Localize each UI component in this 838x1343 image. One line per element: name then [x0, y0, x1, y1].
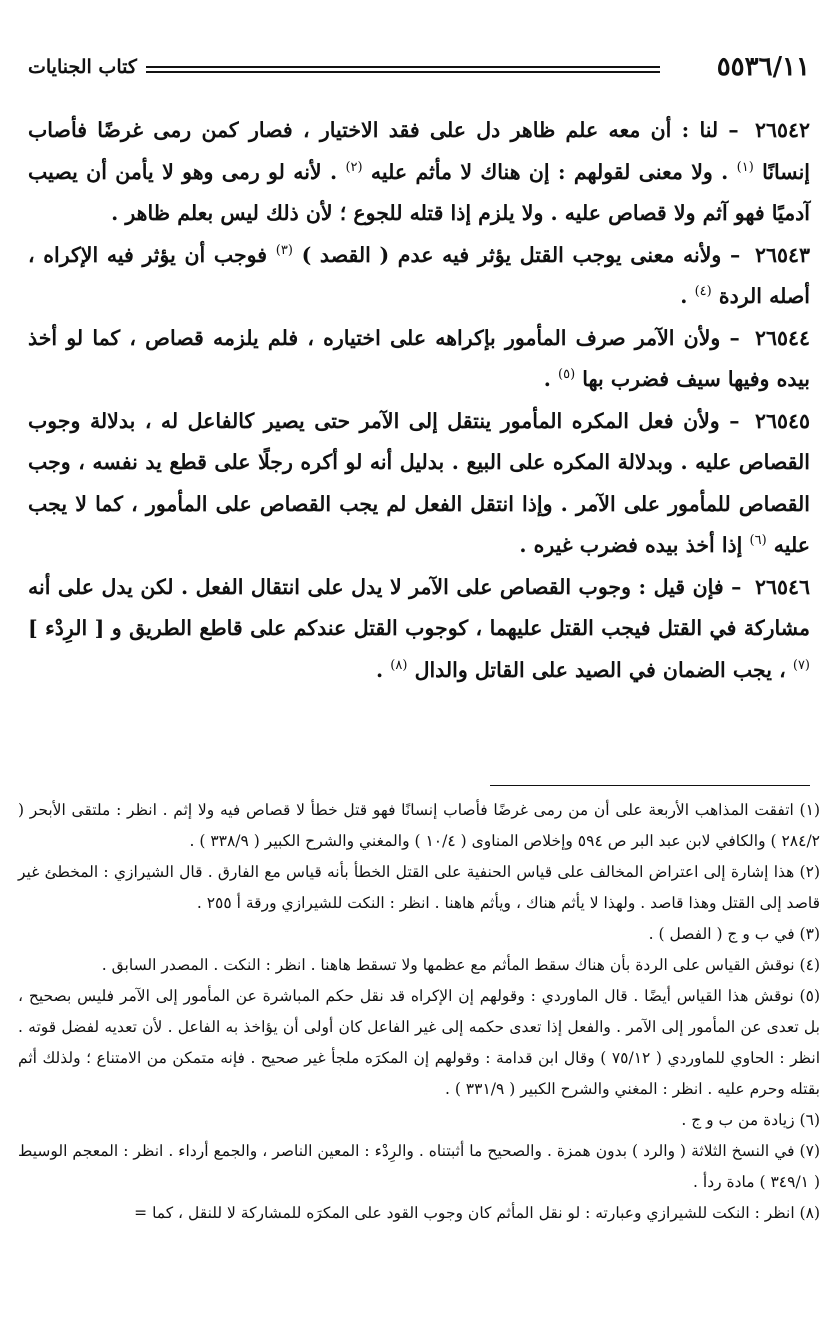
- main-text: [28, 110, 810, 691]
- paragraph-number: ٢٦٥٤٦: [754, 574, 810, 599]
- book-title: كتاب الجنايات: [28, 56, 137, 78]
- paragraph-text: – ولأن فعل المكره المأمور ينتقل إلى الآمر حتى يصير كالفاعل له ، بدلالة وجوب القصاص عليه . وبدلالة المكره على البيع . بدليل أنه لو أكره رجلًا على قطع يد نفسه ، وجب القصاص للمأمور على الآمر . وإذا انتقل الفعل لم يجب القصاص على المأمور ، كما لا يجب عليه: [28, 408, 810, 557]
- paragraph-number: ٢٦٥٤٣: [754, 242, 810, 267]
- footnote-6: (٦) زيادة من ب و ج .: [681, 1111, 820, 1129]
- page-number: ٥٥٣٦/١١: [716, 52, 810, 82]
- header-rule: [146, 66, 660, 73]
- paragraph-number: ٢٦٥٤٥: [754, 408, 810, 433]
- paragraph-text: – لنا : أن معه علم ظاهر دل على فقد الاختيار ، فصار كمن رمى غرضًا فأصاب إنسانًا: [28, 118, 810, 184]
- footnote-ref[interactable]: (٨): [390, 657, 408, 673]
- paragraph-26546: [28, 567, 810, 692]
- footnote-row: [18, 857, 820, 919]
- footnote-divider: [490, 785, 810, 786]
- paragraph-number: ٢٦٥٤٤: [754, 325, 810, 350]
- paragraph-26544: [28, 318, 810, 401]
- footnote-ref[interactable]: (٤): [694, 284, 712, 300]
- paragraph-text: ، يجب الضمان في الصيد على القاتل والدال: [414, 657, 786, 682]
- paragraph-text: فوجب أن يؤثر فيه الإكراه ، أصله الردة: [28, 242, 810, 308]
- footnote-ref[interactable]: (٣): [275, 242, 293, 258]
- paragraph-text: إذا أخذ بيده فضرب غيره .: [519, 533, 743, 557]
- footnote-3: (٣) في ب و ج ( الفصل ) .: [648, 925, 820, 943]
- paragraph-text: – ولأن الآمر صرف المأمور بإكراهه على اختياره ، فلم يلزمه قصاص ، كما لو أخذ بيده وفيها سيف فضرب بها: [28, 325, 810, 391]
- footnotes: [18, 795, 820, 1229]
- paragraph-text: . ولا معنى لقولهم : إن هناك لا مأثم عليه: [370, 159, 729, 184]
- footnote-1: (١) اتفقت المذاهب الأربعة على أن من رمى غرضًا فأصاب إنسانًا فهو قتل خطأ لا قصاص فيه ولا إثم . انظر : ملتقى الأبحر ( ٢٨٤/٢ ) والكافي لابن عبد البر ص ٥٩٤ وإخلاص المناوى ( ١٠/٤ ) والمغني والشرح الكبير ( ٣٣٨/٩ ) .: [18, 801, 820, 850]
- footnote-7: (٧) في النسخ الثلاثة ( والرد ) بدون همزة . والصحيح ما أثبتناه . والرِدْء : المعين الناصر ، والجمع أرداء . انظر : المعجم الوسيط ( ٣٤٩/١ ) مادة ردأ .: [18, 1142, 820, 1191]
- paragraph-text: .: [543, 367, 551, 391]
- paragraph-text: – فإن قيل : وجوب القصاص على الآمر لا يدل على انتقال الفعل . لكن يدل على أنه مشاركة في القتل فيجب القتل عليهما ، كوجوب القتل عندكم على قاطع الطريق و [ الرِدْء ]: [28, 574, 810, 640]
- paragraph-text: .: [680, 284, 688, 308]
- footnote-2: (٢) هذا إشارة إلى اعتراض المخالف على قياس الحنفية على القتل الخطأ بأنه قياس مع الفارق . قال الشيرازي : المخطئ غير قاصد إلى القتل وهذا قاصد . ولهذا لا يأثم هناك ، ويأثم هاهنا . انظر : النكت للشيرازي ورقة أ ٢٥٥ .: [18, 863, 820, 912]
- footnote-ref[interactable]: (٥): [558, 367, 576, 383]
- footnote-ref[interactable]: (١): [736, 159, 754, 175]
- footnote-ref[interactable]: (٧): [792, 657, 810, 673]
- footnote-ref[interactable]: (٢): [345, 159, 363, 175]
- paragraph-26542: [28, 110, 810, 235]
- page-header: [28, 50, 810, 90]
- footnote-4: (٤) نوقش القياس على الردة بأن هناك سقط المأثم مع عظمها ولا تسقط هاهنا . انظر : النكت . المصدر السابق .: [101, 956, 820, 974]
- paragraph-26545: [28, 401, 810, 567]
- paragraph-text: .: [376, 657, 384, 682]
- footnote-5: (٥) نوقش هذا القياس أيضًا . قال الماوردي : وقولهم إن الإكراه قد نقل حكم المباشرة عن المأمور إلى الآمر فليس بصحيح ، بل تعدى عن المأمور إلى الآمر . والفعل إذا تعدى حكمه إلى غير الفاعل كان أولى أن يؤاخذ به الفاعل . لأن تعديه لفضل قوته . انظر : الحاوي للماوردي ( ٧٥/١٢ ) وقال ابن قدامة : وقولهم إن المكرَه ملجأ غير صحيح . فإنه متمكن من الامتناع ؛ ولذلك أثم بقتله وحرم عليه . انظر : المغني والشرح الكبير ( ٣٣١/٩ ) .: [18, 987, 820, 1098]
- footnote-8: (٨) انظر : النكت للشيرازي وعبارته : لو نقل المأثم كان وجوب القود على المكرَه للمشاركة لا للنقل ، كما =: [134, 1204, 820, 1222]
- paragraph-26543: [28, 235, 810, 318]
- paragraph-text: – ولأنه معنى يوجب القتل يؤثر فيه عدم ( القصد ): [301, 242, 741, 267]
- footnote-ref[interactable]: (٦): [749, 533, 767, 549]
- paragraph-text: . لأنه لو رمى وهو لا يأمن أن يصيب آدميًا فهو آثم ولا قصاص عليه . ولا يلزم إذا قتله للجوع ؛ لأن ذلك ليس بعلم ظاهر .: [28, 159, 810, 225]
- paragraph-number: ٢٦٥٤٢: [754, 118, 811, 142]
